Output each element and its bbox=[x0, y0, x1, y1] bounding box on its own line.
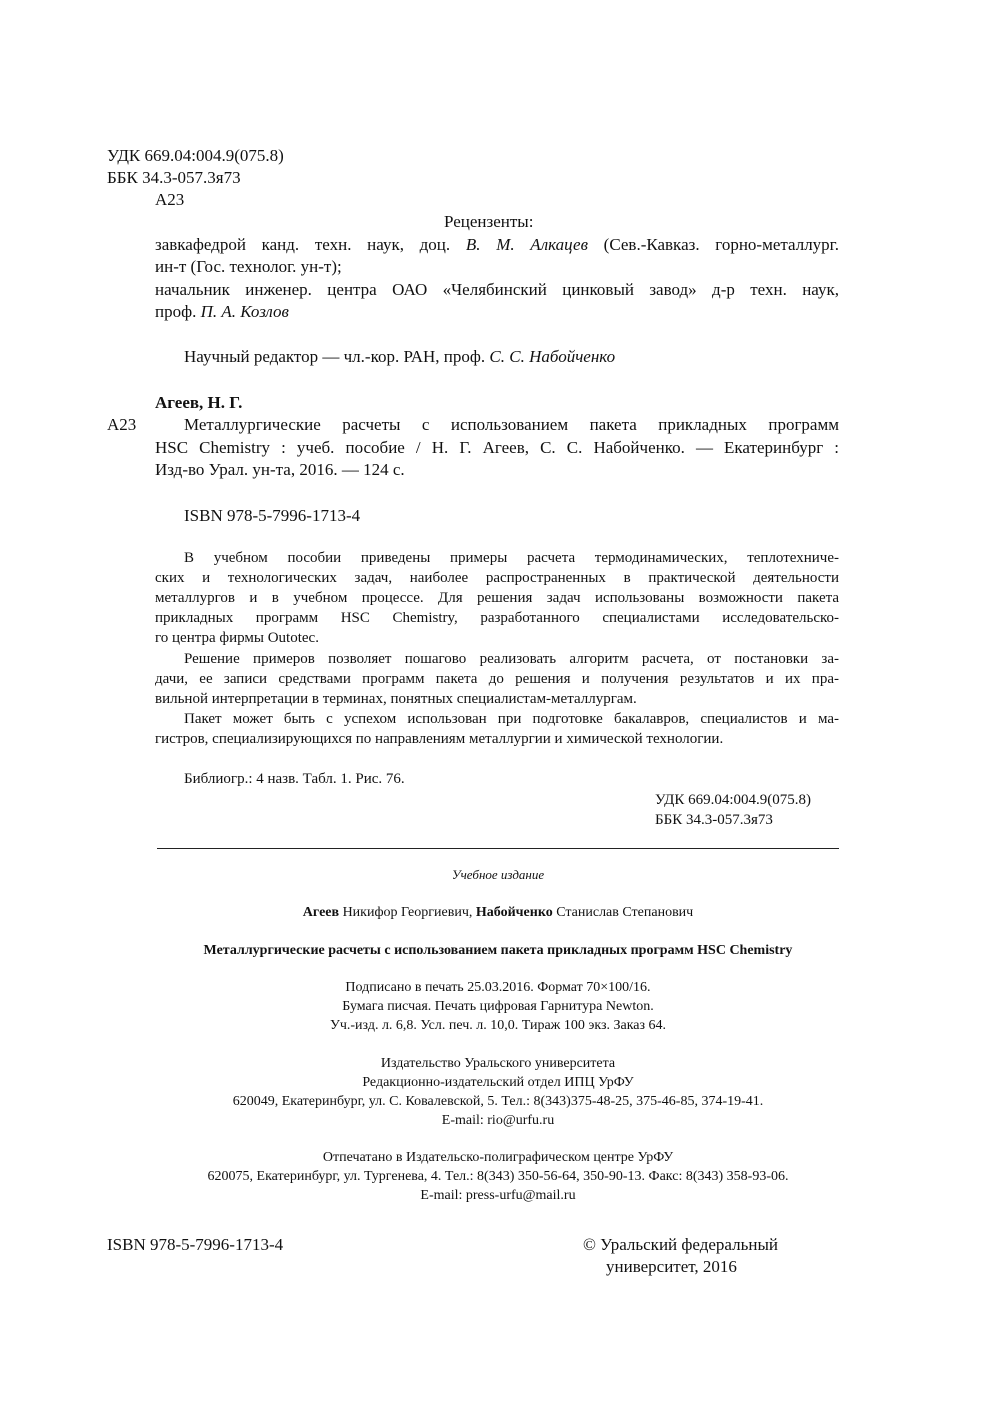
publisher-3: 620049, Екатеринбург, ул. С. Ковалевской, 5. Тел.: 8(343)375-48-25, 375-46-85, 374-19-41. bbox=[232, 1094, 764, 1109]
printer-2: 620075, Екатеринбург, ул. Тургенева, 4. Тел.: 8(343) 350-56-64, 350-90-13. Факс: 8(343) 358-93-06. bbox=[207, 1169, 789, 1184]
printer-email: E-mail: press-urfu@mail.ru bbox=[420, 1188, 576, 1203]
abstract-p1-l3: металлургов и в учебном процессе. Для решения задач использованы возможности пакета bbox=[155, 590, 839, 606]
abstract-p3-l2: гистров, специализирующихся по направлениям металлургии и химической технологии. bbox=[155, 731, 724, 747]
author-2-rest: Станислав Степанович bbox=[552, 905, 694, 920]
copyright-line-1: © Уральский федеральный bbox=[583, 1235, 778, 1254]
section-divider bbox=[157, 848, 839, 849]
reviewer-1-line-2: ин-т (Гос. технолог. ун-т); bbox=[155, 257, 342, 276]
print-info-3: Уч.-изд. л. 6,8. Усл. печ. л. 10,0. Тираж 100 экз. Заказ 64. bbox=[329, 1018, 667, 1033]
bib-line-2: HSC Chemistry : учеб. пособие / Н. Г. Агеев, С. С. Набойченко. — Екатеринбург : bbox=[155, 438, 839, 457]
publisher-email: E-mail: rio@urfu.ru bbox=[441, 1113, 555, 1128]
abstract-p1-l2: ских и технологических задач, наиболее распространенных в практической деятельности bbox=[155, 570, 839, 586]
reviewer-2-line-2 bbox=[155, 301, 289, 323]
author-2-surname: Набойченко bbox=[475, 905, 553, 920]
bib-mark: А23 bbox=[107, 415, 137, 434]
bbk-code: ББК 34.3-057.3я73 bbox=[107, 168, 241, 187]
abstract-p1-l4: прикладных программ HSC Chemistry, разработанного специалистами исследовательско- bbox=[155, 610, 839, 626]
abstract-p2-l1: Решение примеров позволяет пошагово реализовать алгоритм расчета, от постановки за- bbox=[184, 651, 839, 667]
author-1-rest: Никифор Георгиевич, bbox=[339, 905, 476, 920]
abstract-p2-l3: вильной интерпретации в терминах, понятных специалистам-металлургам. bbox=[155, 691, 637, 707]
editor-prefix: Научный редактор — чл.-кор. РАН, проф. bbox=[184, 347, 490, 366]
reviewer-2-line-1: начальник инженер. центра ОАО «Челябинский цинковый завод» д-р техн. наук, bbox=[155, 280, 839, 299]
bib-line-3: Изд-во Урал. ун-та, 2016. — 124 с. bbox=[155, 460, 405, 479]
footer-isbn: ISBN 978-5-7996-1713-4 bbox=[107, 1235, 284, 1254]
abstract-p1-l5: го центра фирмы Outotec. bbox=[155, 630, 319, 646]
authors-full bbox=[157, 903, 839, 922]
udk-code: УДК 669.04:004.9(075.8) bbox=[107, 146, 284, 165]
reviewer-1-name: В. М. Алкацев bbox=[465, 235, 588, 254]
bib-isbn: ISBN 978-5-7996-1713-4 bbox=[184, 506, 361, 525]
bib-author: Агеев, Н. Г. bbox=[155, 393, 243, 412]
publisher-2: Редакционно-издательский отдел ИПЦ УрФУ bbox=[362, 1075, 634, 1090]
reviewers-title: Рецензенты: bbox=[444, 212, 534, 231]
reviewer-1-affiliation: (Сев.-Кавказ. горно-металлург. bbox=[587, 235, 839, 254]
bib-line-1: Металлургические расчеты с использованием пакета прикладных программ bbox=[184, 415, 839, 434]
printer-1: Отпечатано в Издательско-полиграфическом центре УрФУ bbox=[322, 1150, 674, 1165]
abstract-p3-l1: Пакет может быть с успехом использован при подготовке бакалавров, специалистов и ма- bbox=[184, 711, 839, 727]
print-info-2: Бумага писчая. Печать цифровая Гарнитура Newton. bbox=[342, 999, 654, 1014]
scientific-editor bbox=[184, 346, 615, 368]
reviewer-1-line-1 bbox=[155, 234, 839, 256]
reviewer-2-name: П. А. Козлов bbox=[200, 302, 289, 321]
reviewer-1-position: завкафедрой канд. техн. наук, доц. bbox=[155, 235, 466, 254]
abstract-biblio: Библиогр.: 4 назв. Табл. 1. Рис. 76. bbox=[184, 771, 405, 787]
author-mark: А23 bbox=[155, 190, 185, 209]
edition-type: Учебное издание bbox=[451, 867, 545, 882]
copyright-line-2: университет, 2016 bbox=[606, 1257, 737, 1276]
abstract-p1-l1: В учебном пособии приведены примеры расчета термодинамических, теплотехниче- bbox=[184, 550, 839, 566]
author-1-surname: Агеев bbox=[302, 905, 340, 920]
abstract-p2-l2: дачи, ее записи средствами программ пакета до решения и получения результатов и их пра- bbox=[155, 671, 839, 687]
abstract-bbk: ББК 34.3-057.3я73 bbox=[655, 812, 773, 828]
editor-name: С. С. Набойченко bbox=[489, 347, 616, 366]
book-title: Металлургические расчеты с использованием пакета прикладных программ HSC Chemistry bbox=[203, 943, 793, 958]
reviewer-2-position: проф. bbox=[155, 302, 201, 321]
abstract-udk: УДК 669.04:004.9(075.8) bbox=[655, 792, 811, 808]
publisher-1: Издательство Уральского университета bbox=[380, 1056, 616, 1071]
print-info-1: Подписано в печать 25.03.2016. Формат 70×100/16. bbox=[345, 980, 651, 995]
